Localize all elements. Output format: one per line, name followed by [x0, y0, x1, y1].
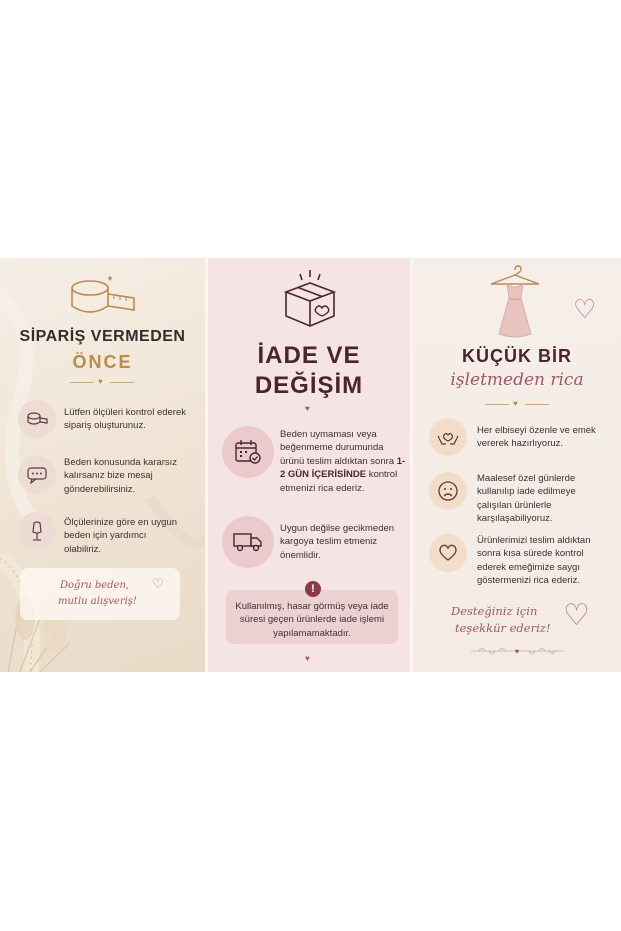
thanks-line2: teşekkür ederiz!	[455, 621, 551, 635]
divider-right	[110, 382, 134, 383]
hands-heart-icon	[429, 418, 467, 456]
middle-item1-text-b: kontrol etmenizi rica ederiz.	[280, 469, 398, 494]
chat-bubble-icon	[18, 456, 56, 494]
heart-icon	[429, 534, 467, 572]
box-heart-icon	[278, 268, 342, 330]
right-divider-left	[485, 404, 509, 405]
panel-small-business	[413, 258, 621, 672]
calendar-check-icon	[222, 426, 274, 478]
left-title-line2: ÖNCE	[72, 352, 133, 372]
mannequin-icon	[18, 512, 56, 550]
left-item1-text: Lütfen ölçüleri kontrol ederek sipariş oluşturunuz.	[64, 407, 186, 432]
panel-before-order	[0, 258, 205, 672]
divider-left	[70, 382, 94, 383]
panel-returns	[205, 258, 413, 672]
thanks-heart-icon: ♡	[563, 599, 590, 632]
right-title-line2: işletmeden rica	[450, 370, 584, 390]
sad-face-icon	[429, 472, 467, 510]
note-heart-icon: ♡	[152, 576, 164, 591]
right-item1-text: Her elbiseyi özenle ve emek vererek hazırlıyoruz.	[477, 425, 596, 450]
middle-title-line2: DEĞİŞİM	[254, 372, 364, 399]
svg-text:♥: ♥	[514, 647, 520, 656]
warning-icon: !	[305, 581, 321, 597]
delivery-truck-icon	[222, 516, 274, 568]
info-banner	[0, 258, 621, 672]
laurel-divider-icon	[467, 644, 567, 658]
middle-item1-text-a: Beden uymaması veya beğenmeme durumunda ürünü teslim aldıktan sonra	[280, 429, 395, 467]
right-item3-text: Ürünlerimizi teslim aldıktan sonra kısa sürede kontrol ederek emeğimize saygı göstermenizi rica ederiz.	[477, 535, 591, 587]
left-title-line1: SİPARİŞ VERMEDEN	[19, 328, 186, 345]
middle-divider-heart-icon: ♥	[305, 404, 310, 413]
right-divider-heart-icon: ♥	[513, 399, 518, 408]
divider-heart-icon: ♥	[98, 377, 103, 386]
note-line1: Doğru beden,	[60, 580, 130, 591]
middle-item2-text: Uygun değilse gecikmeden kargoya teslim etmeniz önemlidir.	[280, 523, 395, 561]
dress-hanger-icon	[485, 264, 545, 340]
left-item3-text: Ölçülerinize göre en uygun beden için yardımcı olabiliriz.	[64, 517, 178, 555]
middle-title-line1: İADE VE	[257, 342, 361, 369]
right-divider-right	[525, 404, 549, 405]
warning-text: Kullanılmış, hasar görmüş veya iade süresi geçen ürünlerde iade işlemi yapılamamaktadır.	[235, 601, 389, 639]
left-item2-text: Beden konusunda kararsız kalırsanız bize mesaj gönderebilirsiniz.	[64, 457, 178, 495]
right-title-line1: KÜÇÜK BİR	[462, 346, 572, 366]
tape-roll-icon	[68, 276, 138, 320]
middle-item1-text	[280, 428, 410, 495]
middle-item1-highlight: 1-2 GÜN İÇERİSİNDE	[280, 455, 406, 481]
note-line2: mutlu alışveriş!	[58, 596, 137, 607]
right-heart-outline-icon: ♡	[573, 294, 597, 324]
thanks-line1: Desteğiniz için	[451, 604, 538, 618]
tape-measure-icon	[18, 400, 56, 438]
right-item2-text: Maalesef özel günlerde kullanılıp iade edilmeye çalışılan ürünlerle karşılaşabiliyoruz.	[477, 473, 576, 525]
middle-bottom-heart-icon: ♥	[305, 654, 310, 663]
